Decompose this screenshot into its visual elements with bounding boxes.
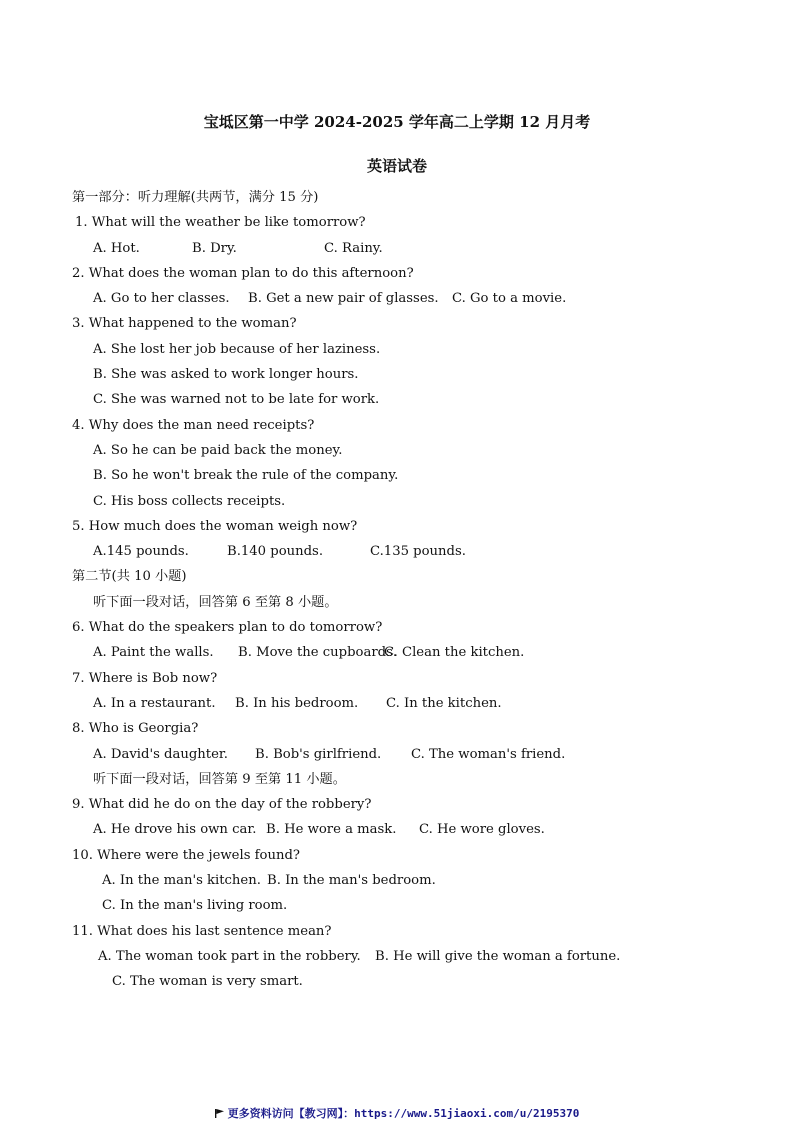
option: B. In the man's bedroom. <box>267 873 436 889</box>
question-11-options <box>72 944 732 969</box>
option: B. Bob's girlfriend. <box>255 746 382 762</box>
option: B.140 pounds. <box>227 544 324 560</box>
option: B. In his bedroom. <box>235 695 359 711</box>
question-3: 3. What happened to the woman? <box>72 316 297 332</box>
option: C. Clean the kitchen. <box>384 645 525 661</box>
section-note: 听下面一段对话，回答第 6 至第 8 小题。 <box>93 594 338 610</box>
option: A. In a restaurant. <box>93 695 216 711</box>
question-6: 6. What do the speakers plan to do tomorrow? <box>72 620 383 636</box>
option: A.145 pounds. <box>93 544 189 560</box>
option: A. David's daughter. <box>93 746 228 762</box>
option: C. Go to a movie. <box>452 291 567 307</box>
question-11: 11. What does his last sentence mean? <box>72 923 332 939</box>
option: B. So he won't break the rule of the company. <box>93 468 399 484</box>
question-1: 1. What will the weather be like tomorrow? <box>75 215 366 231</box>
option: C.135 pounds. <box>370 544 466 560</box>
flag-icon <box>215 1109 224 1118</box>
option: A. Paint the walls. <box>93 645 214 661</box>
option: C. Rainy. <box>324 240 383 256</box>
question-5: 5. How much does the woman weigh now? <box>72 518 358 534</box>
option: B. He wore a mask. <box>266 822 397 838</box>
question-5-options <box>72 539 732 564</box>
section2-heading: 第二节(共 10 小题) <box>72 569 187 585</box>
option: C. He wore gloves. <box>419 822 545 838</box>
section-note: 听下面一段对话，回答第 9 至第 11 小题。 <box>93 771 346 787</box>
question-10: 10. Where were the jewels found? <box>72 847 300 863</box>
part1-heading: 第一部分：听力理解(共两节，满分 15 分) <box>72 190 319 205</box>
option: B. Get a new pair of glasses. <box>248 291 439 307</box>
question-9-options <box>72 817 732 842</box>
option: C. She was warned not to be late for work. <box>93 392 380 408</box>
question-1-options <box>72 236 732 261</box>
page-subtitle: 英语试卷 <box>366 157 427 175</box>
option: B. Dry. <box>192 240 237 256</box>
question-7: 7. Where is Bob now? <box>72 670 218 686</box>
option: A. She lost her job because of her laziness. <box>93 341 381 357</box>
option: A. Hot. <box>93 240 140 256</box>
question-9: 9. What did he do on the day of the robbery? <box>72 797 372 813</box>
option: C. In the man's living room. <box>102 898 288 914</box>
footer-text: 更多资料访问【教习网】：https://www.51jiaoxi.com/u/2195370 <box>227 1107 580 1120</box>
option: C. The woman's friend. <box>411 746 566 762</box>
option: A. So he can be paid back the money. <box>93 442 343 458</box>
question-2-options <box>72 286 732 311</box>
option: C. The woman is very smart. <box>112 974 303 990</box>
page-title: 宝坻区第一中学 2024-2025 学年高二上学期 12 月月考 <box>203 113 591 131</box>
option: C. His boss collects receipts. <box>93 493 286 509</box>
option: A. He drove his own car. <box>93 822 257 838</box>
option: A. The woman took part in the robbery. <box>98 948 361 964</box>
exam-body <box>72 185 732 995</box>
footer-link[interactable] <box>0 1105 794 1121</box>
option: B. He will give the woman a fortune. <box>375 948 621 964</box>
question-2: 2. What does the woman plan to do this afternoon? <box>72 265 414 281</box>
option: A. In the man's kitchen. <box>102 873 261 889</box>
option: B. Move the cupboards. <box>238 645 398 661</box>
question-8: 8. Who is Georgia? <box>72 721 199 737</box>
question-6-options <box>72 640 732 665</box>
question-7-options <box>72 691 732 716</box>
question-4: 4. Why does the man need receipts? <box>72 417 315 433</box>
option: A. Go to her classes. <box>93 291 230 307</box>
question-8-options <box>72 742 732 767</box>
question-10-options <box>72 868 732 893</box>
option: C. In the kitchen. <box>386 695 502 711</box>
option: B. She was asked to work longer hours. <box>93 367 359 383</box>
